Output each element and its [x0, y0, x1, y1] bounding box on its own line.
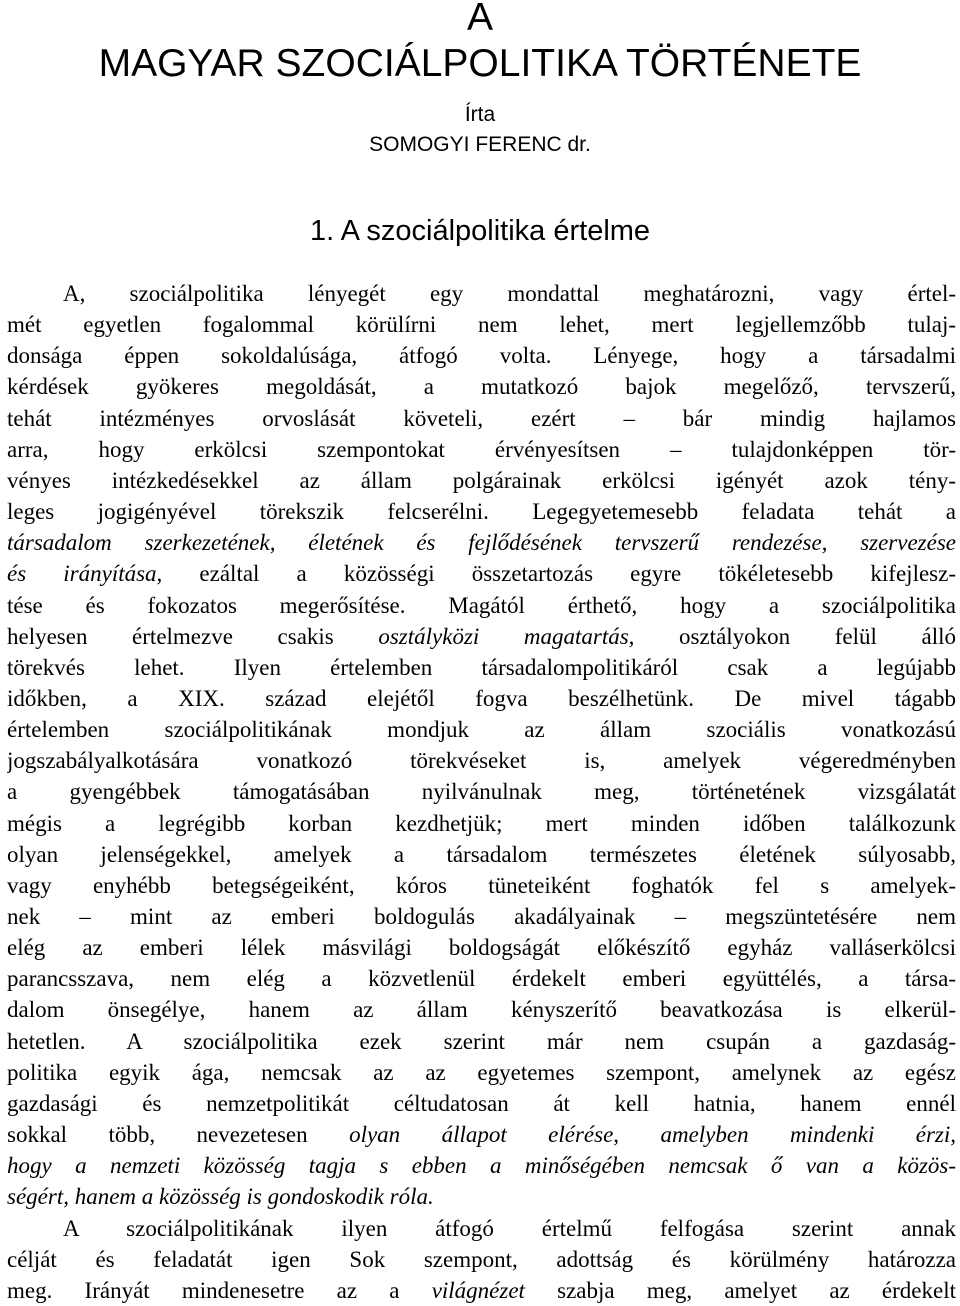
text-segment: a gyengébbek támogatásában nyilvánulnak meg, történetének vizsgálatát [7, 779, 956, 805]
chapter-heading: 1. A szociálpolitika értelme [309, 215, 651, 247]
document-title: MAGYAR SZOCIÁLPOLITIKA TÖRTÉNETE [98, 42, 862, 85]
text-line [7, 434, 956, 465]
text-segment: tehát intézményes orvoslását követeli, ezért – bár mindig hajlamos [7, 405, 956, 431]
text-line [7, 932, 956, 963]
text-segment: hetetlen. A szociálpolitika ezek szerint már nem csupán a gazdaság- [7, 1028, 956, 1054]
text-segment: kérdések gyökeres megoldását, a mutatkozó bajok megelőző, tervszerű, [7, 374, 956, 400]
text-line [7, 590, 956, 621]
text-line [7, 278, 956, 309]
text-line [7, 839, 956, 870]
text-line [7, 403, 956, 434]
italic-text: társadalom szerkezetének, életének és fejlődésének tervszerű rendezése, szervezése [7, 530, 956, 556]
text-segment: törekvés lehet. Ilyen értelemben társadalompolitikáról csak a legújabb [7, 654, 956, 680]
text-segment: parancsszava, nem elég a közvetlenül érdekelt emberi együttélés, a társa- [7, 966, 956, 992]
text-line [7, 621, 956, 652]
text-segment: értelemben szociálpolitikának mondjuk az állam szociális vonatkozású [7, 717, 956, 743]
text-line [7, 652, 956, 683]
text-segment: vagy enyhébb betegségeiként, kóros tüneteiként foghatók fel s amelyek- [7, 872, 956, 898]
text-line [7, 465, 956, 496]
italic-text: osztályközi magatartás, [378, 623, 635, 649]
text-segment: A, szociálpolitika lényegét egy mondattal meghatározni, vagy értel- [63, 281, 956, 306]
text-line [7, 371, 956, 402]
text-line [7, 558, 956, 589]
byline-label: Írta [464, 103, 496, 126]
text-line [7, 1181, 956, 1212]
text-line [7, 808, 956, 839]
text-line [7, 714, 956, 745]
text-line [7, 901, 956, 932]
text-segment: nek – mint az emberi boldogulás akadályainak – megszüntetésére nem [7, 904, 956, 929]
text-segment: arra, hogy erkölcsi szempontokat érvényesítsen – tulajdonképpen tör- [7, 436, 956, 462]
text-line [7, 1119, 956, 1150]
text-line [7, 1275, 956, 1306]
text-segment: donsága éppen sokoldalúsága, átfogó volta. Lényege, hogy a társadalmi [7, 343, 956, 369]
text-segment: mégis a legrégibb korban kezdhetjük; mert minden időben találkozunk [7, 810, 956, 836]
text-segment: mét egyetlen fogalommal körülírni nem lehet, mert legjellemzőbb tulaj- [7, 312, 956, 338]
text-line [7, 527, 956, 558]
text-segment: ezáltal a közösségi összetartozás egyre tökéletesebb kifejlesz- [162, 561, 956, 587]
text-line [7, 994, 956, 1025]
text-segment: gazdasági és nemzetpolitikát céltudatosan át kell hatnia, hanem ennél [7, 1090, 956, 1116]
text-segment: dalom önsegélye, hanem az állam kényszerítő beavatkozása is elkerül- [7, 997, 956, 1023]
text-line [7, 1026, 956, 1057]
text-line [7, 1244, 956, 1275]
text-segment: A szociálpolitikának ilyen átfogó értelmű felfogása szerint annak [63, 1215, 956, 1241]
text-line [7, 776, 956, 807]
author-name: SOMOGYI FERENC dr. [369, 133, 591, 156]
italic-text: világnézet [431, 1277, 525, 1303]
text-line [7, 340, 956, 371]
text-line [7, 963, 956, 994]
text-line [7, 309, 956, 340]
text-segment: osztályokon felül álló [634, 623, 956, 649]
text-segment: vényes intézkedésekkel az állam polgárainak erkölcsi igényét azok tény- [7, 467, 956, 493]
text-line [7, 496, 956, 527]
text-segment: olyan jelenségekkel, amelyek a társadalom természetes életének súlyosabb, [7, 841, 956, 867]
text-segment: jogszabályalkotására vonatkozó törekvéseket is, amelyek végeredményben [7, 748, 956, 774]
text-line [7, 870, 956, 901]
italic-text: olyan állapot elérése, amelyben mindenki érzi, [349, 1122, 956, 1147]
text-line [7, 745, 956, 776]
text-line [7, 683, 956, 714]
text-segment: politika egyik ága, nemcsak az az egyetemes szempont, amelynek az egész [7, 1059, 956, 1085]
italic-text: ségért, hanem a közösség is gondoskodik róla. [7, 1184, 434, 1210]
text-line [7, 1057, 956, 1088]
text-line [7, 1150, 956, 1181]
text-segment: szabja meg, amelyet az érdekelt [524, 1277, 956, 1303]
text-segment: célját és feladatát igen Sok szempont, adottság és körülmény határozza [7, 1246, 956, 1272]
text-segment: tése és fokozatos megerősítése. Magától érthető, hogy a szociálpolitika [7, 592, 956, 618]
text-segment: meg. Irányát mindenesetre az a [7, 1277, 432, 1303]
text-segment: időkben, a XIX. század elejétől fogva beszélhetünk. De mivel tágabb [7, 686, 956, 711]
italic-text: hogy a nemzeti közösség tagja s ebben a minőségében nemcsak ő van a közös- [7, 1153, 956, 1179]
title-article: A [466, 0, 493, 39]
text-segment: helyesen értelmezve csakis [7, 623, 379, 649]
text-line [7, 1088, 956, 1119]
text-segment: sokkal több, nevezetesen [7, 1122, 350, 1147]
italic-text: és irányítása, [7, 561, 163, 587]
text-line [7, 1213, 956, 1244]
text-segment: elég az emberi lélek másvilági boldogságát előkészítő egyház valláserkölcsi [7, 935, 956, 961]
text-segment: leges jogigényével törekszik felcserélni. Legegyetemesebb feladata tehát a [7, 499, 956, 524]
